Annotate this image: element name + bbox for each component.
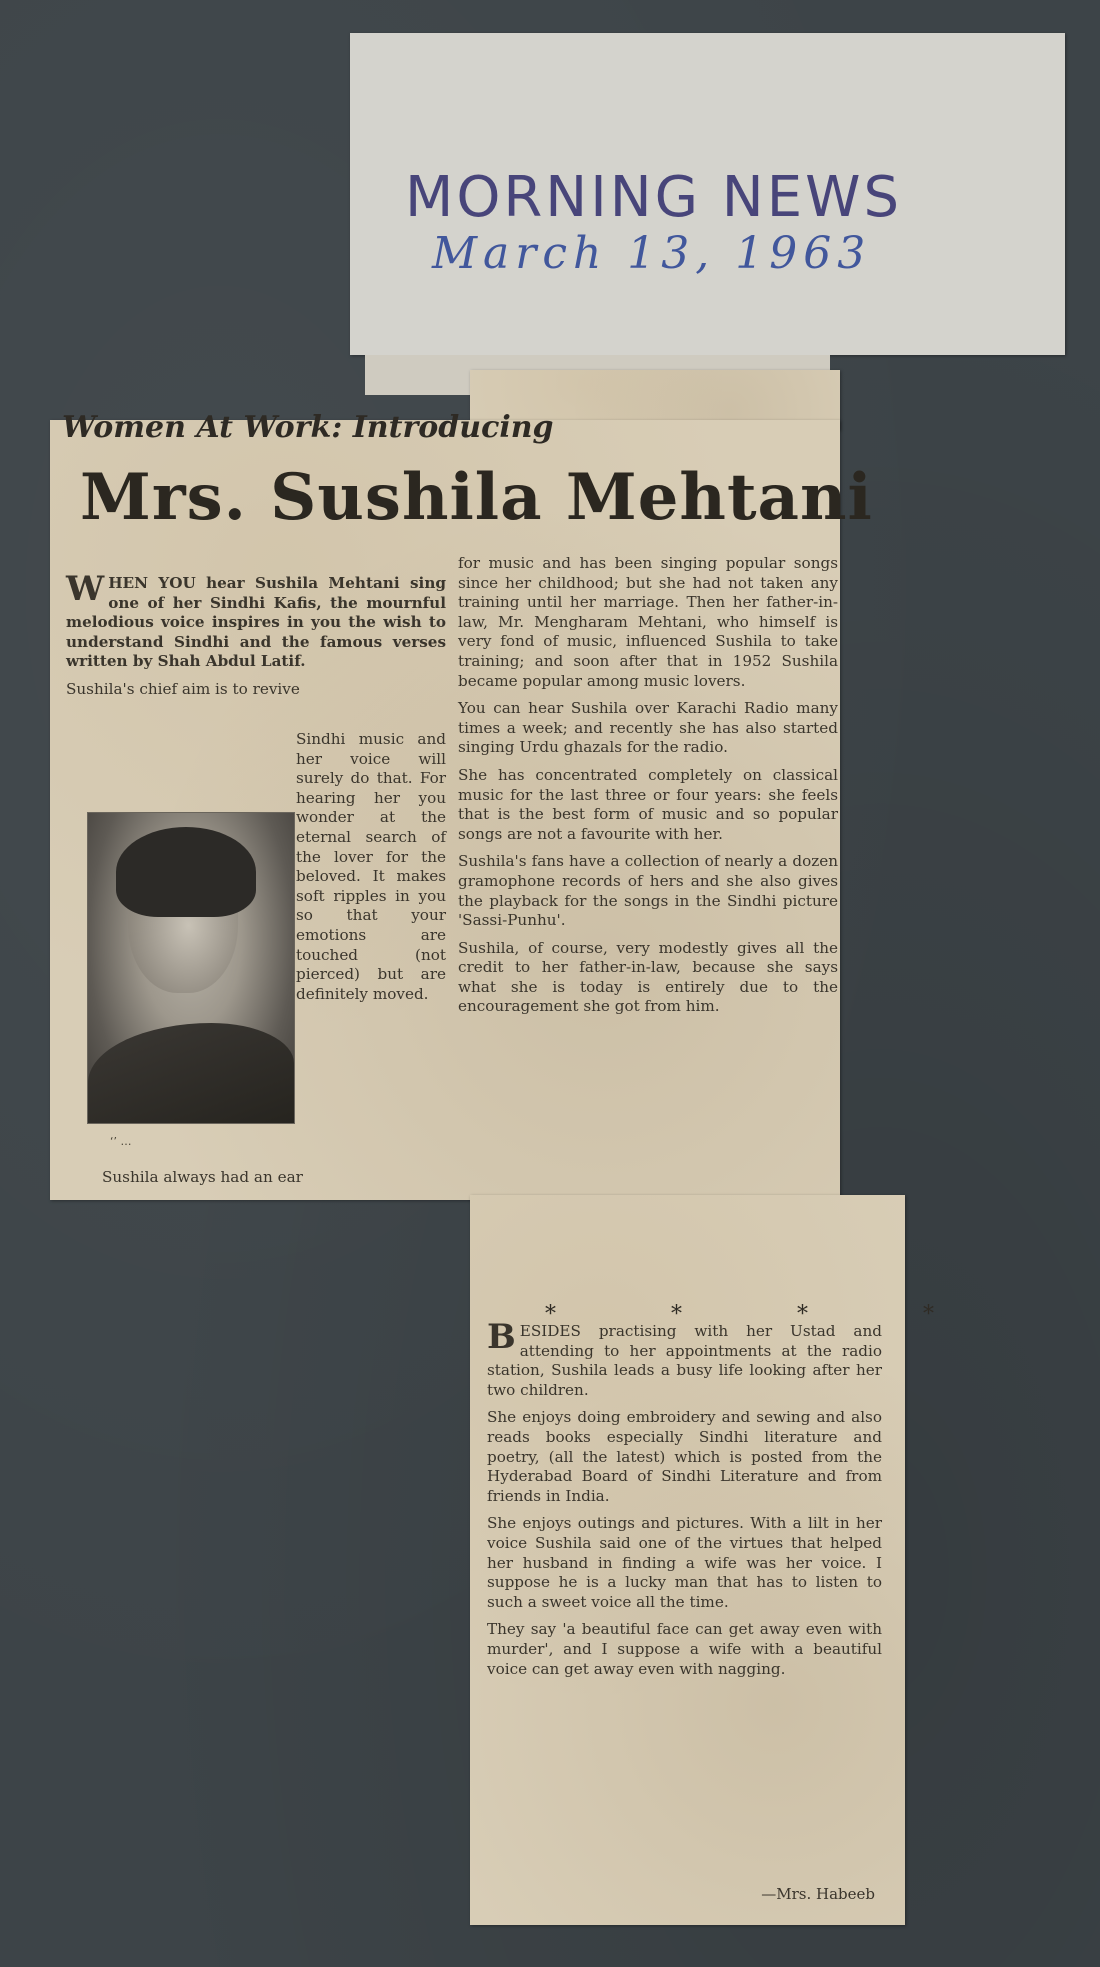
photo-dress: [88, 1023, 294, 1123]
paragraph-ear: Sushila always had an ear: [102, 1168, 303, 1186]
masthead-title: MORNING NEWS: [405, 165, 902, 230]
paragraph-music-training: for music and has been singing popular songs since her childhood; but she had not taken any training until her marriage. Then her father-in-law, Mr. Mengharam Mehtani, who himself is very fond of music, influenced Sushila to take training; and soon after that in 1952 Sushila became popular among music lovers.: [458, 554, 838, 690]
handwritten-date: March 13, 1963: [432, 228, 872, 279]
paragraph-beautiful-voice: They say 'a beautiful face can get away even with murder', and I suppose a wife with a beautiful voice can get away even with nagging.: [487, 1620, 882, 1678]
photo-hair: [116, 827, 256, 917]
article-column-2: [458, 554, 838, 1025]
paragraph-chief-aim: Sushila's chief aim is to revive: [66, 679, 300, 698]
article-kicker: Women At Work: Introducing: [62, 410, 554, 445]
article-byline: —Mrs. Habeeb: [761, 1885, 875, 1903]
paragraph-credit: Sushila, of course, very modestly gives all the credit to her father-in-law, because she says what she is today is entirely due to the encouragement she got from him.: [458, 938, 838, 1016]
drop-cap-b: B: [487, 1317, 516, 1357]
section-divider-stars: * * * *: [545, 1302, 988, 1327]
paragraph-sindhi-music: Sindhi music and her voice will surely do that. For hearing her you wonder at the eternal search of the lover for the beloved. It makes soft ripples in you so that your emotions are touched (not pierced) but are definitely moved.: [296, 730, 446, 1003]
drop-cap-w: W: [66, 569, 105, 609]
paragraph-outings: She enjoys outings and pictures. With a lilt in her voice Sushila said one of the virtues that helped her husband in finding a wife was her voice. I suppose he is a lucky man that has to listen to such a sweet voice all the time.: [487, 1514, 882, 1611]
article-column-1-end: [102, 1168, 447, 1196]
photo-caption: ‘’ …: [110, 1135, 132, 1148]
lead-paragraph: HEN YOU hear Sushila Mehtani sing one of her Sindhi Kafis, the mournful melodious voice inspires in you the wish to understand Sindhi and the famous verses written by Shah Abdul Latif.: [66, 574, 446, 671]
paragraph-karachi-radio: You can hear Sushila over Karachi Radio many times a week; and recently she has also started singing Urdu ghazals for the radio.: [458, 699, 838, 757]
article-column-1-lead: [66, 569, 446, 708]
paragraph-fans: Sushila's fans have a collection of nearly a dozen gramophone records of hers and she also gives the playback for the songs in the Sindhi picture 'Sassi-Punhu'.: [458, 852, 838, 930]
article-column-1-narrow: [296, 730, 446, 1012]
portrait-photo: [87, 812, 295, 1124]
paragraph-classical-music: She has concentrated completely on classical music for the last three or four years: she feels that is the best form of music and so popular songs are not a favourite with her.: [458, 765, 838, 843]
paragraph-embroidery: She enjoys doing embroidery and sewing and also reads books especially Sindhi literature and poetry, (all the latest) which is posted from the Hyderabad Board of Sindhi Literature and from friends in India.: [487, 1408, 882, 1505]
paragraph-besides: ESIDES practising with her Ustad and attending to her appointments at the radio station, Sushila leads a busy life looking after her two children.: [487, 1322, 882, 1399]
article-column-3: [487, 1317, 882, 1687]
article-headline: Mrs. Sushila Mehtani: [80, 460, 873, 535]
